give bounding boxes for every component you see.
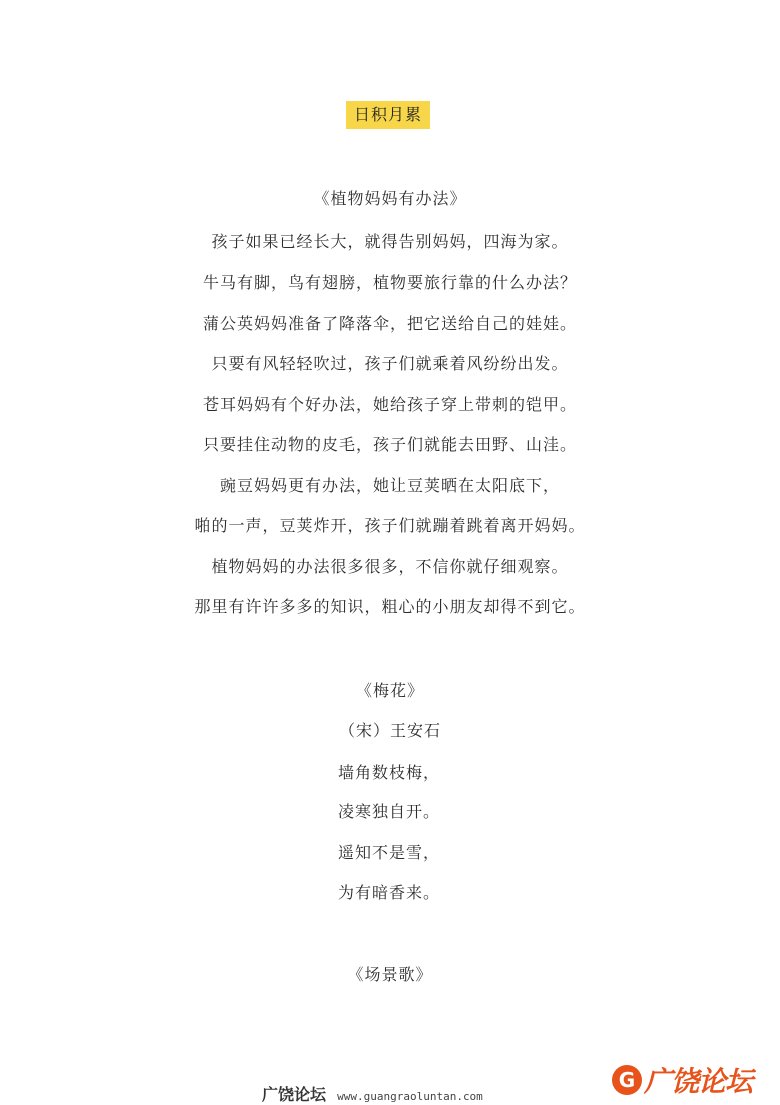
poem2-line: 凌寒独自开。 xyxy=(338,802,441,821)
poem2-author: （宋）王安石 xyxy=(338,721,441,740)
poem1-line: 蒲公英妈妈准备了降落伞，把它送给自己的娃娃。 xyxy=(202,314,577,333)
poem2-line: 遥知不是雪， xyxy=(338,843,441,862)
site-logo xyxy=(612,1058,778,1102)
poem1-line: 牛马有脚，鸟有翅膀，植物要旅行靠的什么办法？ xyxy=(202,273,577,292)
poem2-line: 为有暗香来。 xyxy=(338,883,441,902)
poem1-line: 豌豆妈妈更有办法，她让豆荚晒在太阳底下， xyxy=(219,476,560,495)
poem1-line: 只要有风轻轻吹过，孩子们就乘着风纷纷出发。 xyxy=(211,354,569,373)
poem1-line: 苍耳妈妈有个好办法，她给孩子穿上带刺的铠甲。 xyxy=(202,395,577,414)
poem1-line: 那里有许许多多的知识，粗心的小朋友却得不到它。 xyxy=(194,597,586,616)
poem1-line: 植物妈妈的办法很多很多，不信你就仔细观察。 xyxy=(211,557,569,576)
poem1-line: 孩子如果已经长大，就得告别妈妈，四海为家。 xyxy=(211,232,569,251)
section-badge: 日积月累 xyxy=(346,101,430,129)
logo-text: 广饶论坛 xyxy=(644,1065,753,1098)
footer-watermark xyxy=(262,1082,483,1105)
footer-site-name: 广饶论坛 xyxy=(262,1085,327,1104)
poem3-title: 《场景歌》 xyxy=(347,965,433,984)
poem1-title: 《植物妈妈有办法》 xyxy=(313,189,467,208)
poem1-line: 啪的一声，豆荚炸开，孩子们就蹦着跳着离开妈妈。 xyxy=(194,516,586,535)
poem2-line: 墙角数枝梅， xyxy=(338,763,441,782)
poem1-line: 只要挂住动物的皮毛，孩子们就能去田野、山洼。 xyxy=(202,435,577,454)
footer-url: www.guangraoluntan.com xyxy=(337,1090,483,1103)
logo-mark-icon: G xyxy=(612,1065,642,1095)
poem2-title: 《梅花》 xyxy=(355,681,424,700)
